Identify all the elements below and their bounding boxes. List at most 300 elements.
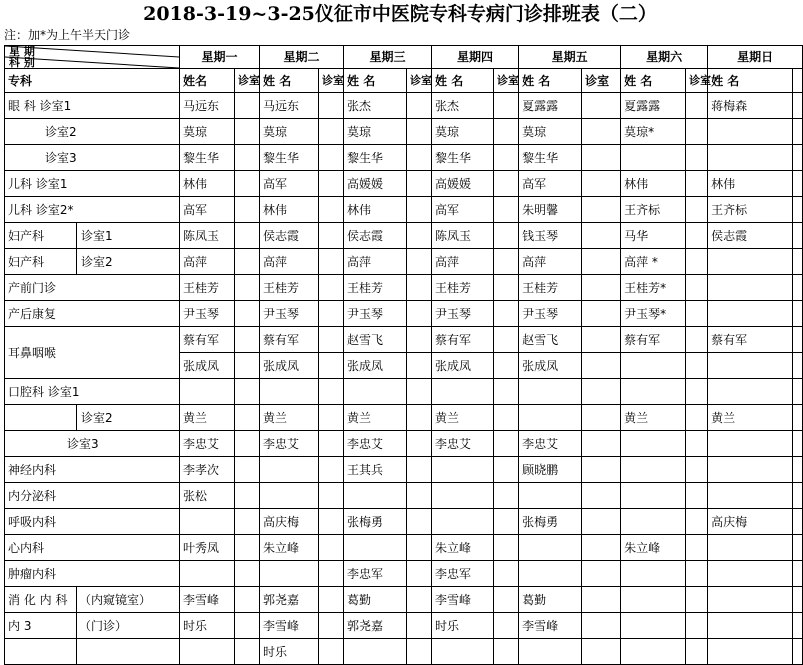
room-cell <box>793 145 803 171</box>
room-cell <box>407 483 432 509</box>
room-cell <box>407 457 432 483</box>
doctor-cell: 高军 <box>519 171 582 197</box>
room-cell <box>235 301 260 327</box>
doctor-cell: 蔡有军 <box>708 327 793 353</box>
doctor-cell: 侯志霞 <box>260 223 319 249</box>
doctor-cell: 高萍 <box>519 249 582 275</box>
table-row <box>5 379 803 405</box>
room-cell <box>319 509 344 535</box>
room-cell <box>319 197 344 223</box>
room-cell <box>407 405 432 431</box>
doctor-cell: 陈凤玉 <box>180 223 235 249</box>
doctor-cell <box>519 561 582 587</box>
table-row <box>5 405 803 431</box>
doctor-cell: 朱立峰 <box>432 535 494 561</box>
room-cell <box>319 249 344 275</box>
room-cell <box>494 561 519 587</box>
doctor-cell: 蔡有军 <box>432 327 494 353</box>
day-header-thu: 星期四 <box>432 46 519 69</box>
doctor-cell: 莫琼 <box>519 119 582 145</box>
room-cell <box>235 223 260 249</box>
room-cell <box>793 353 803 379</box>
doctor-cell: 林伟 <box>621 171 686 197</box>
table-row <box>5 457 803 483</box>
doctor-cell: 黎生华 <box>180 145 235 171</box>
doctor-cell <box>519 405 582 431</box>
doctor-cell: 尹玉琴 <box>260 301 319 327</box>
doctor-cell <box>621 561 686 587</box>
room-cell <box>793 197 803 223</box>
doctor-cell: 时乐 <box>432 613 494 639</box>
doctor-cell <box>344 535 407 561</box>
doctor-cell: 李雪峰 <box>432 587 494 613</box>
dept-cell: 儿科 诊室1 <box>5 171 180 197</box>
room-cell <box>582 431 621 457</box>
room-cell <box>582 171 621 197</box>
table-row <box>5 431 803 457</box>
room-cell <box>407 327 432 353</box>
dept-cell: 内 3 <box>5 613 77 639</box>
doctor-cell <box>708 431 793 457</box>
doctor-cell: 黄兰 <box>344 405 407 431</box>
doctor-cell: 张梅勇 <box>344 509 407 535</box>
dept-cell: 肿瘤内科 <box>5 561 180 587</box>
table-row <box>5 535 803 561</box>
doctor-cell <box>708 483 793 509</box>
doctor-cell: 马远东 <box>180 93 235 119</box>
table-row <box>5 223 803 249</box>
doctor-cell: 王其兵 <box>344 457 407 483</box>
room-cell <box>582 197 621 223</box>
room-cell <box>686 561 708 587</box>
room-cell <box>494 353 519 379</box>
room-cell <box>494 639 519 665</box>
room-column-header <box>793 69 803 93</box>
doctor-cell: 尹玉琴 <box>180 301 235 327</box>
room-cell <box>235 249 260 275</box>
corner-dept-label: 科 别 <box>9 56 35 69</box>
name-column-header: 姓 名 <box>519 69 582 93</box>
day-header-tue: 星期二 <box>260 46 344 69</box>
table-row <box>5 587 803 613</box>
room-cell <box>235 197 260 223</box>
doctor-cell: 葛勤 <box>344 587 407 613</box>
doctor-cell: 钱玉琴 <box>519 223 582 249</box>
room-cell <box>319 145 344 171</box>
room-cell <box>319 119 344 145</box>
room-cell <box>494 119 519 145</box>
doctor-cell: 莫琼* <box>621 119 686 145</box>
table-row <box>5 483 803 509</box>
room-cell <box>407 353 432 379</box>
room-cell <box>407 223 432 249</box>
dept-cell: 消 化 内 科 <box>5 587 77 613</box>
room-cell <box>494 431 519 457</box>
doctor-cell: 侯志霞 <box>344 223 407 249</box>
doctor-cell: 高萍 <box>260 249 319 275</box>
doctor-cell: 莫琼 <box>180 119 235 145</box>
doctor-cell: 蒋梅森 <box>708 93 793 119</box>
doctor-cell <box>708 457 793 483</box>
room-cell <box>494 535 519 561</box>
doctor-cell: 林伟 <box>344 197 407 223</box>
room-cell <box>494 613 519 639</box>
room-cell <box>319 561 344 587</box>
room-cell <box>407 301 432 327</box>
doctor-cell <box>260 457 319 483</box>
doctor-cell: 莫琼 <box>432 119 494 145</box>
room-cell <box>686 327 708 353</box>
room-cell <box>235 353 260 379</box>
doctor-cell: 莫琼 <box>344 119 407 145</box>
name-column-header: 姓名 <box>180 69 235 93</box>
sub-room-cell: 诊室2 <box>77 249 180 275</box>
doctor-cell: 尹玉琴* <box>621 301 686 327</box>
doctor-cell <box>708 535 793 561</box>
room-cell <box>686 639 708 665</box>
room-cell <box>582 613 621 639</box>
room-cell <box>319 379 344 405</box>
room-cell <box>582 405 621 431</box>
room-cell <box>686 353 708 379</box>
doctor-cell: 李忠艾 <box>344 431 407 457</box>
table-row <box>5 249 803 275</box>
room-cell <box>582 301 621 327</box>
doctor-cell: 高军 <box>180 197 235 223</box>
room-cell <box>793 587 803 613</box>
doctor-cell: 蔡有军 <box>621 327 686 353</box>
doctor-cell: 陈凤玉 <box>432 223 494 249</box>
room-cell <box>407 509 432 535</box>
room-cell <box>793 509 803 535</box>
table-row <box>5 301 803 327</box>
doctor-cell: 尹玉琴 <box>344 301 407 327</box>
doctor-cell: 黄兰 <box>708 405 793 431</box>
day-header-fri: 星期五 <box>519 46 621 69</box>
room-cell <box>494 197 519 223</box>
table-row <box>5 639 803 665</box>
room-cell <box>494 249 519 275</box>
room-cell <box>235 93 260 119</box>
dept-cell: 诊室2 <box>5 119 180 145</box>
doctor-cell <box>708 613 793 639</box>
room-cell <box>793 457 803 483</box>
room-cell <box>235 613 260 639</box>
room-cell <box>686 93 708 119</box>
room-cell <box>319 171 344 197</box>
doctor-cell: 黄兰 <box>180 405 235 431</box>
sub-room-cell <box>77 639 180 665</box>
sub-room-cell: 诊室1 <box>77 223 180 249</box>
dept-cell: 产后康复 <box>5 301 180 327</box>
room-cell <box>319 223 344 249</box>
corner-header <box>5 46 180 69</box>
room-cell <box>235 379 260 405</box>
doctor-cell <box>180 561 235 587</box>
room-cell <box>582 145 621 171</box>
doctor-cell: 张梅勇 <box>519 509 582 535</box>
room-cell <box>582 509 621 535</box>
doctor-cell: 黄兰 <box>432 405 494 431</box>
room-cell <box>793 639 803 665</box>
table-row <box>5 613 803 639</box>
doctor-cell <box>621 613 686 639</box>
doctor-cell <box>519 483 582 509</box>
sub-room-cell: 诊室2 <box>77 405 180 431</box>
doctor-cell: 王桂芳 <box>519 275 582 301</box>
room-column-header: 诊室 <box>582 69 621 93</box>
doctor-cell: 黎生华 <box>260 145 319 171</box>
room-cell <box>407 93 432 119</box>
doctor-cell: 张松 <box>180 483 235 509</box>
doctor-cell: 王桂芳 <box>344 275 407 301</box>
room-cell <box>407 431 432 457</box>
table-row <box>5 197 803 223</box>
doctor-cell <box>708 119 793 145</box>
doctor-cell: 高萍 * <box>621 249 686 275</box>
room-cell <box>793 301 803 327</box>
dept-cell: 产前门诊 <box>5 275 180 301</box>
dept-cell: 诊室3 <box>5 145 180 171</box>
room-cell <box>582 93 621 119</box>
room-cell <box>235 561 260 587</box>
doctor-cell: 李雪峰 <box>519 613 582 639</box>
room-cell <box>319 93 344 119</box>
room-cell <box>686 379 708 405</box>
room-cell <box>319 353 344 379</box>
room-column-header: 诊室 <box>494 69 519 93</box>
doctor-cell: 马远东 <box>260 93 319 119</box>
room-cell <box>319 275 344 301</box>
room-cell <box>582 561 621 587</box>
doctor-cell: 高庆梅 <box>260 509 319 535</box>
room-cell <box>407 145 432 171</box>
doctor-cell: 林伟 <box>180 171 235 197</box>
doctor-cell <box>621 509 686 535</box>
doctor-cell: 王桂芳 <box>432 275 494 301</box>
dept-cell: 妇产科 <box>5 249 77 275</box>
room-cell <box>407 639 432 665</box>
room-cell <box>494 93 519 119</box>
doctor-cell: 叶秀凤 <box>180 535 235 561</box>
doctor-cell: 高萍 <box>180 249 235 275</box>
doctor-cell: 顾晓鹏 <box>519 457 582 483</box>
room-cell <box>235 327 260 353</box>
room-cell <box>407 197 432 223</box>
room-cell <box>494 275 519 301</box>
doctor-cell <box>344 639 407 665</box>
room-cell <box>582 483 621 509</box>
room-cell <box>235 535 260 561</box>
doctor-cell <box>432 639 494 665</box>
doctor-cell: 朱明馨 <box>519 197 582 223</box>
room-cell <box>582 379 621 405</box>
room-cell <box>235 145 260 171</box>
room-cell <box>686 535 708 561</box>
room-cell <box>686 171 708 197</box>
room-cell <box>494 301 519 327</box>
name-column-header: 姓 名 <box>260 69 319 93</box>
doctor-cell: 张成凤 <box>260 353 319 379</box>
doctor-cell <box>432 457 494 483</box>
room-cell <box>407 275 432 301</box>
doctor-cell: 张成凤 <box>432 353 494 379</box>
room-cell <box>319 613 344 639</box>
table-row <box>5 145 803 171</box>
day-header-sun: 星期日 <box>708 46 803 69</box>
room-cell <box>582 223 621 249</box>
doctor-cell: 赵雪飞 <box>344 327 407 353</box>
doctor-cell: 李雪峰 <box>260 613 319 639</box>
room-cell <box>494 457 519 483</box>
room-cell <box>494 327 519 353</box>
doctor-cell <box>432 509 494 535</box>
doctor-cell <box>621 145 686 171</box>
room-cell <box>582 119 621 145</box>
doctor-cell: 尹玉琴 <box>432 301 494 327</box>
room-cell <box>793 535 803 561</box>
room-column-header: 诊室 <box>235 69 260 93</box>
room-cell <box>235 275 260 301</box>
room-cell <box>582 457 621 483</box>
room-cell <box>319 301 344 327</box>
table-row <box>5 509 803 535</box>
room-cell <box>319 405 344 431</box>
room-cell <box>235 119 260 145</box>
doctor-cell: 李孝次 <box>180 457 235 483</box>
room-cell <box>793 561 803 587</box>
doctor-cell <box>708 379 793 405</box>
day-header-mon: 星期一 <box>180 46 260 69</box>
dept-cell: 口腔科 诊室1 <box>5 379 180 405</box>
room-cell <box>319 483 344 509</box>
doctor-cell: 林伟 <box>260 197 319 223</box>
room-cell <box>686 249 708 275</box>
dept-cell <box>5 405 77 431</box>
doctor-cell <box>621 431 686 457</box>
doctor-cell: 蔡有军 <box>180 327 235 353</box>
doctor-cell: 王桂芳* <box>621 275 686 301</box>
doctor-cell: 张杰 <box>432 93 494 119</box>
doctor-cell <box>708 561 793 587</box>
room-cell <box>319 639 344 665</box>
doctor-cell <box>260 483 319 509</box>
doctor-cell <box>621 483 686 509</box>
schedule-table <box>4 45 803 665</box>
room-cell <box>407 249 432 275</box>
room-cell <box>686 405 708 431</box>
dept-cell: 耳鼻咽喉 <box>5 327 180 379</box>
doctor-cell: 李忠艾 <box>260 431 319 457</box>
room-cell <box>686 613 708 639</box>
doctor-cell: 李忠艾 <box>519 431 582 457</box>
room-cell <box>686 223 708 249</box>
room-cell <box>494 405 519 431</box>
doctor-cell <box>344 483 407 509</box>
dept-cell: 心内科 <box>5 535 180 561</box>
doctor-cell: 赵雪飞 <box>519 327 582 353</box>
doctor-cell <box>519 639 582 665</box>
room-cell <box>407 379 432 405</box>
doctor-cell: 高萍 <box>344 249 407 275</box>
doctor-cell <box>621 353 686 379</box>
doctor-cell <box>621 457 686 483</box>
doctor-cell: 高军 <box>432 197 494 223</box>
doctor-cell: 张成凤 <box>180 353 235 379</box>
room-cell <box>686 457 708 483</box>
doctor-cell <box>344 379 407 405</box>
header-days-row <box>5 46 803 69</box>
doctor-cell: 王齐标 <box>621 197 686 223</box>
doctor-cell: 黎生华 <box>344 145 407 171</box>
dept-cell: 呼吸内科 <box>5 509 180 535</box>
day-header-sat: 星期六 <box>621 46 708 69</box>
room-cell <box>686 587 708 613</box>
table-row <box>5 561 803 587</box>
room-cell <box>686 483 708 509</box>
doctor-cell: 郭尧嘉 <box>260 587 319 613</box>
doctor-cell <box>708 639 793 665</box>
doctor-cell <box>708 249 793 275</box>
room-cell <box>582 275 621 301</box>
room-cell <box>582 587 621 613</box>
room-cell <box>793 275 803 301</box>
dept-cell: 神经内科 <box>5 457 180 483</box>
room-column-header: 诊室 <box>686 69 708 93</box>
doctor-cell: 高媛媛 <box>432 171 494 197</box>
room-cell <box>686 119 708 145</box>
room-cell <box>582 639 621 665</box>
room-cell <box>319 587 344 613</box>
room-cell <box>793 613 803 639</box>
room-cell <box>686 509 708 535</box>
room-cell <box>582 327 621 353</box>
room-cell <box>793 249 803 275</box>
doctor-cell <box>708 353 793 379</box>
dept-column-header: 专科 <box>5 69 180 93</box>
dept-cell: 妇产科 <box>5 223 77 249</box>
room-cell <box>319 431 344 457</box>
doctor-cell: 张成凤 <box>344 353 407 379</box>
doctor-cell: 张成凤 <box>519 353 582 379</box>
sub-room-cell: （门诊） <box>77 613 180 639</box>
room-cell <box>407 119 432 145</box>
doctor-cell: 高萍 <box>432 249 494 275</box>
room-cell <box>793 483 803 509</box>
room-cell <box>494 483 519 509</box>
room-cell <box>793 431 803 457</box>
doctor-cell <box>180 379 235 405</box>
table-row <box>5 93 803 119</box>
doctor-cell: 黎生华 <box>432 145 494 171</box>
room-cell <box>494 223 519 249</box>
name-column-header: 姓 名 <box>344 69 407 93</box>
room-cell <box>793 171 803 197</box>
schedule-note: 注：加*为上午半天门诊 <box>4 28 131 42</box>
room-cell <box>407 613 432 639</box>
room-cell <box>494 171 519 197</box>
room-cell <box>582 535 621 561</box>
doctor-cell: 李忠军 <box>432 561 494 587</box>
room-cell <box>235 405 260 431</box>
table-row <box>5 327 803 353</box>
doctor-cell: 高媛媛 <box>344 171 407 197</box>
dept-cell: 内分泌科 <box>5 483 180 509</box>
room-cell <box>793 119 803 145</box>
sub-room-cell: （内窥镜室） <box>77 587 180 613</box>
room-cell <box>494 145 519 171</box>
dept-cell: 诊室3 <box>5 431 180 457</box>
